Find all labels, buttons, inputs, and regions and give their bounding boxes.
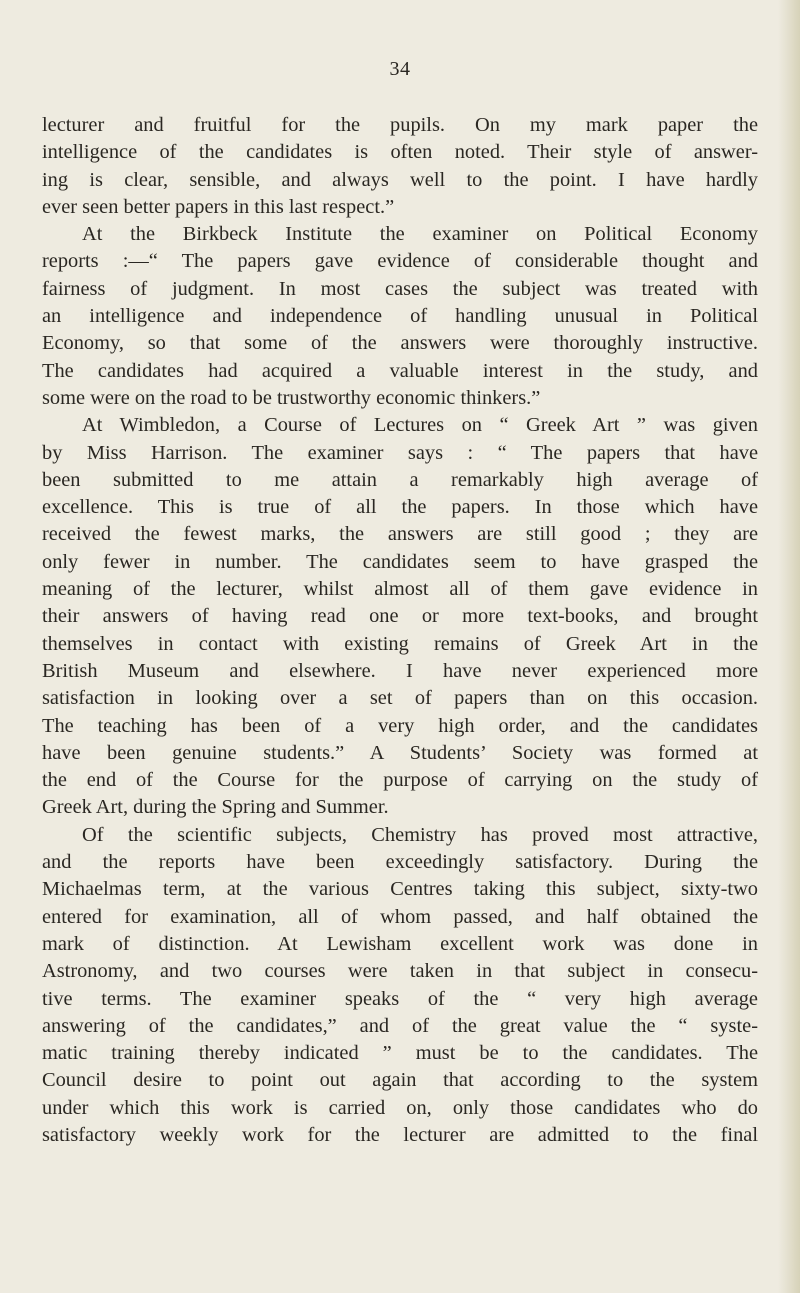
text-line: meaning of the lecturer, whilst almost all of them gave evidence in (42, 578, 758, 601)
text-line: entered for examination, all of whom passed, and half obtained the (42, 905, 758, 928)
page-number: 34 (389, 58, 411, 80)
text-line: Astronomy, and two courses were taken in that subject in consecu- (42, 960, 758, 983)
paragraph (42, 412, 758, 821)
text-line: The teaching has been of a very high order, and the candidates (42, 714, 758, 737)
text-line: Council desire to point out again that according to the system (42, 1069, 758, 1092)
text-line: lecturer and fruitful for the pupils. On my mark paper the (42, 114, 758, 136)
text-line: satisfaction in looking over a set of papers than on this occasion. (42, 687, 758, 710)
text-line: their answers of having read one or more text-books, and brought (42, 605, 758, 628)
text-line: by Miss Harrison. The examiner says : “ The papers that have (42, 441, 758, 464)
text-line: Of the scientific subjects, Chemistry has proved most attractive, (82, 823, 758, 846)
text-line: intelligence of the candidates is often noted. Their style of answer- (42, 141, 758, 164)
text-line: ing is clear, sensible, and always well to the point. I have hardly (42, 168, 758, 191)
text-line: answering of the candidates,” and of the great value the “ syste- (42, 1014, 758, 1037)
text-line: been submitted to me attain a remarkably high average of (42, 468, 758, 491)
text-line: have been genuine students.” A Students’ Society was formed at (42, 741, 758, 764)
text-line: matic training thereby indicated ” must be to the candidates. The (42, 1042, 758, 1065)
text-line: The candidates had acquired a valuable interest in the study, and (42, 359, 758, 382)
text-line: excellence. This is true of all the papers. In those which have (42, 496, 758, 519)
text-line: Economy, so that some of the answers were thoroughly instructive. (42, 332, 758, 355)
text-line: reports :—“ The papers gave evidence of considerable thought and (42, 250, 758, 273)
paragraph (42, 221, 758, 412)
text-line: mark of distinction. At Lewisham excellent work was done in (42, 932, 758, 955)
text-line: tive terms. The examiner speaks of the “ very high average (42, 987, 758, 1010)
text-line: only fewer in number. The candidates seem to have grasped the (42, 550, 758, 573)
text-line: At Wimbledon, a Course of Lectures on “ Greek Art ” was given (82, 414, 758, 437)
text-line: received the fewest marks, the answers are still good ; they are (42, 523, 758, 546)
text-line: the end of the Course for the purpose of carrying on the study of (42, 769, 758, 792)
text-line: an intelligence and independence of handling unusual in Political (42, 305, 758, 328)
text-line: under which this work is carried on, only those candidates who do (42, 1096, 758, 1119)
text-line: satisfactory weekly work for the lecturer are admitted to the final (42, 1123, 758, 1146)
text-line: Greek Art, during the Spring and Summer. (42, 796, 389, 819)
paragraph (42, 112, 758, 221)
body-text (42, 112, 758, 1149)
text-line: Michaelmas term, at the various Centres taking this subject, sixty-two (42, 878, 758, 901)
text-line: ever seen better papers in this last respect.” (42, 195, 395, 218)
text-line: and the reports have been exceedingly satisfactory. During the (42, 851, 758, 874)
text-line: British Museum and elsewhere. I have never experienced more (42, 659, 758, 682)
text-line: At the Birkbeck Institute the examiner on Political Economy (82, 223, 758, 246)
page-edge-shadow (778, 0, 800, 1293)
paragraph (42, 822, 758, 1150)
text-line: themselves in contact with existing remains of Greek Art in the (42, 632, 758, 655)
text-line: fairness of judgment. In most cases the subject was treated with (42, 277, 758, 300)
text-line: some were on the road to be trustworthy economic thinkers.” (42, 386, 541, 409)
